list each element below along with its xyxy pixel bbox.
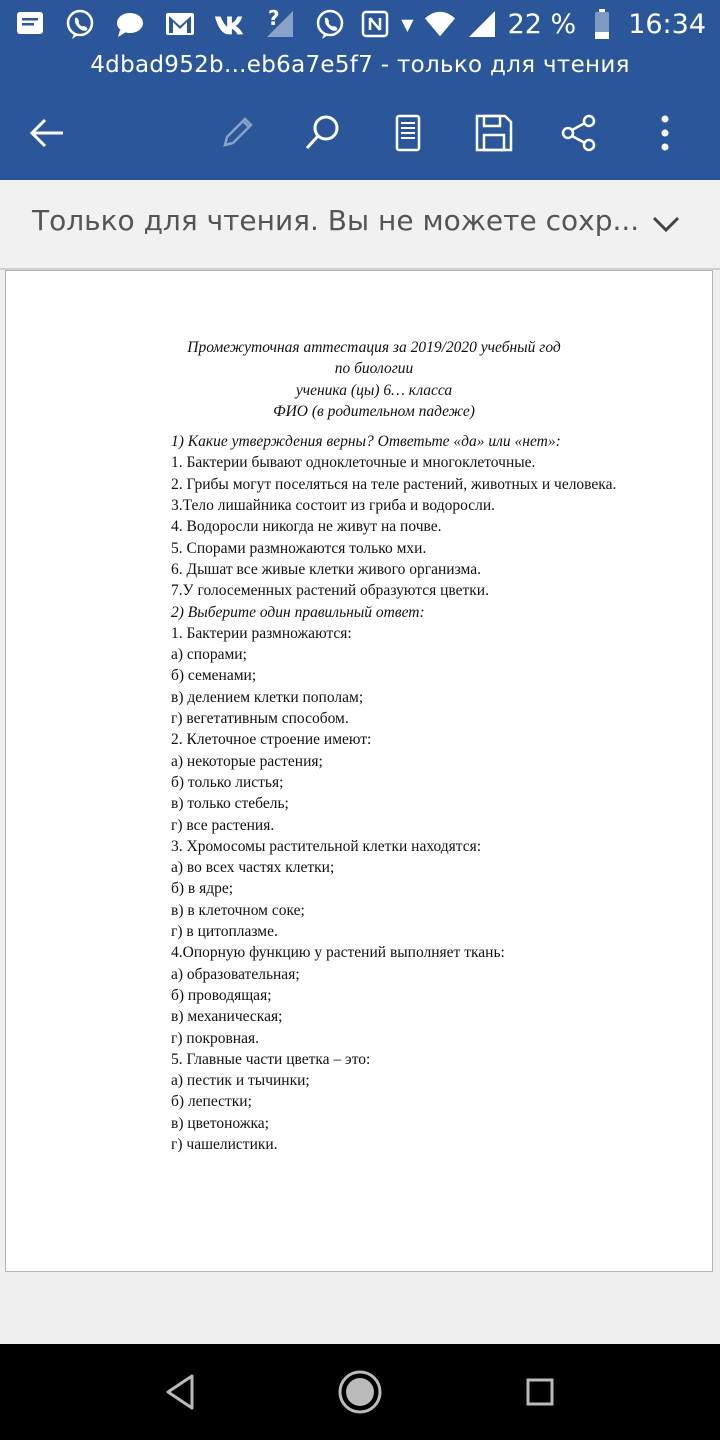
document-content [171,337,691,1155]
read-only-banner[interactable] [0,180,720,270]
text-line: 5. Спорами размножаются только мхи. [171,539,427,557]
text-line: 1. Бактерии размножаются: [171,624,352,642]
text-line: а) пестик и тычинки; [171,1072,310,1090]
clock: 16:34 [628,8,706,40]
text-line: б) семенами; [171,667,257,685]
nav-recents-icon[interactable] [514,1366,566,1418]
document-body [171,431,691,1155]
status-bar [0,0,720,48]
vk-icon [214,8,246,40]
text-line: б) проводящая; [171,986,272,1004]
cell-signal-icon [466,8,498,40]
viber-icon [64,8,96,40]
signal-unknown-icon [264,8,296,40]
search-icon [303,113,343,153]
text-line: б) лепестки; [171,1093,252,1111]
chat-bubble-icon [114,8,146,40]
text-line: г) все растения. [171,816,275,834]
text-line: в) цветоножка; [171,1114,269,1132]
document-title: 4dbad952b...eb6a7e5f7 - только для чтения [90,52,630,78]
android-nav-bar [0,1344,720,1440]
back-button[interactable] [14,100,80,166]
edit-pencil-icon [217,113,257,153]
battery-percent: 22 % [507,8,577,40]
nav-back-icon[interactable] [154,1366,206,1418]
text-line: а) спорами; [171,646,247,664]
text-line: а) во всех частях клетки; [171,859,335,877]
text-line: 2. Клеточное строение имеют: [171,731,372,749]
section-heading: 2) Выберите один правильный ответ: [171,603,425,621]
text-line: 2. Грибы могут поселяться на теле растений, животных и человека. [171,475,617,493]
header-line: ученика (цы) 6… класса [295,381,453,399]
text-line: г) покровная. [171,1029,259,1047]
document-page[interactable] [5,270,713,1272]
edit-button[interactable] [204,100,270,166]
save-icon [474,113,514,153]
text-line: г) чашелистики. [171,1135,278,1153]
section-heading: 1) Какие утверждения верны? Ответьте «да» или «нет»: [171,433,561,451]
wifi-icon [424,8,456,40]
text-line: г) в цитоплазме. [171,923,278,941]
back-arrow-icon [27,113,67,153]
share-button[interactable] [546,100,612,166]
text-line: 1. Бактерии бывают одноклеточные и многоклеточные. [171,454,536,472]
viber-icon-2 [314,8,346,40]
app-header [0,0,720,180]
toolbar [0,100,720,166]
more-icon [655,113,675,153]
notification-icons [14,6,346,42]
gmail-icon [164,8,196,40]
reading-view-icon [388,113,428,153]
text-line: 4. Водоросли никогда не живут на почве. [171,518,442,536]
text-line: 3.Тело лишайника состоит из гриба и водоросли. [171,497,496,515]
text-line: 3. Хромосомы растительной клетки находятся: [171,837,482,855]
nav-home-icon[interactable] [334,1366,386,1418]
text-line: в) делением клетки пополам; [171,688,364,706]
reading-view-button[interactable] [375,100,441,166]
message-notification-icon [14,8,46,40]
text-line: 6. Дышат все живые клетки живого организма. [171,560,481,578]
text-line: а) некоторые растения; [171,752,323,770]
text-line: в) только стебель; [171,795,289,813]
text-line: 4.Опорную функцию у растений выполняет ткань: [171,944,505,962]
text-line: г) вегетативным способом. [171,710,349,728]
battery-icon [586,8,618,40]
more-options-button[interactable] [632,100,698,166]
save-button[interactable] [461,100,527,166]
system-indicators [359,6,706,42]
text-line: 7.У голосеменных растений образуются цветки. [171,582,489,600]
signal-question-mark: ? [268,6,280,30]
header-line: ФИО (в родительном падеже) [273,402,475,420]
document-header [171,337,577,422]
banner-message: Только для чтения. Вы не можете сохр... [32,204,640,237]
header-line: Промежуточная аттестация за 2019/2020 учебный год [187,339,561,356]
search-button[interactable] [290,100,356,166]
text-line: 5. Главные части цветка – это: [171,1050,371,1068]
chevron-down-icon[interactable] [648,206,684,242]
text-line: в) в клеточном соке; [171,901,305,919]
nfc-icon [359,8,391,40]
text-line: б) только листья; [171,773,284,791]
text-line: а) образовательная; [171,965,300,983]
share-icon [559,113,599,153]
data-arrow-icon: ▼ [401,14,414,34]
header-line: по биологии [334,360,414,378]
text-line: б) в ядре; [171,880,234,898]
text-line: в) механическая; [171,1008,283,1026]
